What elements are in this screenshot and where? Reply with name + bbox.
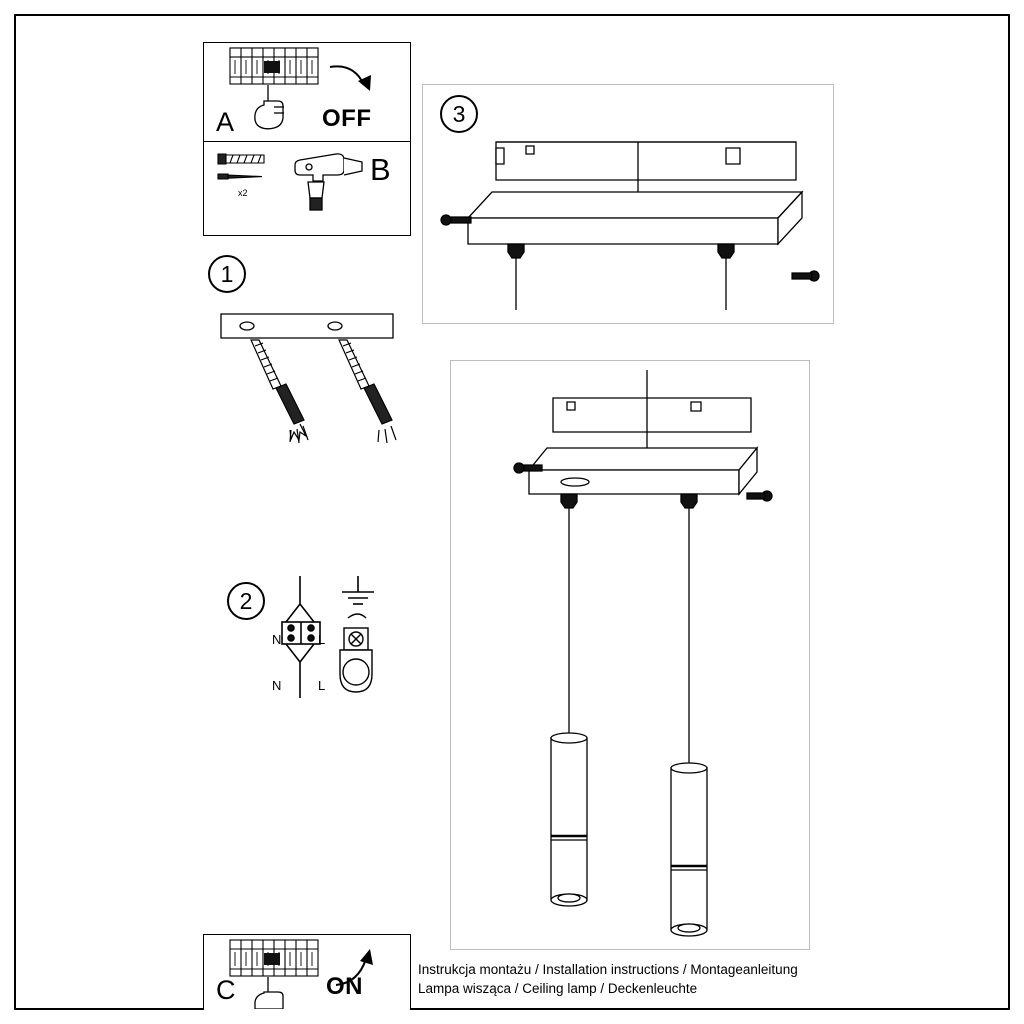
panel-c bbox=[203, 934, 411, 1010]
step-1-number: 1 bbox=[220, 260, 234, 287]
panel-b bbox=[203, 142, 411, 236]
lamp-socket-icon bbox=[340, 614, 372, 692]
final-product-graphic bbox=[455, 370, 805, 950]
panel-c-letter: C bbox=[216, 975, 236, 1005]
caption-title: Instrukcja montażu / Installation instructions / Montageanleitung bbox=[418, 962, 798, 977]
step-2-number: 2 bbox=[239, 587, 253, 614]
step-2-terminal-label-l-bottom: L bbox=[318, 678, 326, 693]
wire-connector-block-icon bbox=[282, 576, 320, 698]
terminal-block-icon bbox=[230, 940, 318, 976]
panel-c-action-label: ON bbox=[326, 973, 363, 1000]
curved-arrow-icon bbox=[330, 66, 371, 91]
power-drill-icon bbox=[295, 154, 362, 210]
step-2-terminal-label-n-top: N bbox=[272, 632, 282, 647]
step-2-terminal-label-n-bottom: N bbox=[272, 678, 282, 693]
fixing-screw-icon bbox=[792, 271, 819, 281]
step-1-graphic bbox=[205, 300, 435, 470]
screw-with-anchor-icon bbox=[339, 340, 396, 443]
screw-icon bbox=[218, 174, 262, 179]
terminal-block-icon bbox=[230, 48, 318, 84]
step-2-terminal-label-l-top: L bbox=[318, 632, 326, 647]
panel-b-quantity-label: x2 bbox=[238, 188, 248, 198]
hand-pointing-icon bbox=[255, 85, 284, 129]
fixing-screw-icon bbox=[441, 215, 471, 225]
document-captions bbox=[418, 960, 798, 998]
step-2-graphic bbox=[270, 570, 420, 740]
caption-subtitle: Lampa wisząca / Ceiling lamp / Deckenleuchte bbox=[418, 981, 698, 996]
panel-b-letter: B bbox=[370, 152, 391, 187]
panel-a-graphic bbox=[204, 43, 408, 139]
hand-pointing-icon bbox=[255, 977, 283, 1009]
screw-with-anchor-icon bbox=[251, 340, 308, 443]
pendant-lamp-two-tubes-icon bbox=[455, 370, 805, 950]
wall-plug-icon bbox=[218, 154, 264, 164]
panel-a-action-label: OFF bbox=[322, 105, 372, 132]
step-3-graphic bbox=[430, 130, 830, 310]
step-2-badge bbox=[227, 582, 265, 620]
ceiling-mounting-bracket-icon bbox=[221, 314, 393, 338]
rectangular-canopy-icon bbox=[468, 142, 802, 310]
step-3-badge bbox=[440, 95, 478, 133]
earth-ground-symbol-icon bbox=[342, 576, 374, 604]
panel-a-letter: A bbox=[216, 107, 235, 137]
panel-a bbox=[203, 42, 411, 142]
step-1-badge bbox=[208, 255, 246, 293]
step-3-number: 3 bbox=[452, 100, 466, 127]
